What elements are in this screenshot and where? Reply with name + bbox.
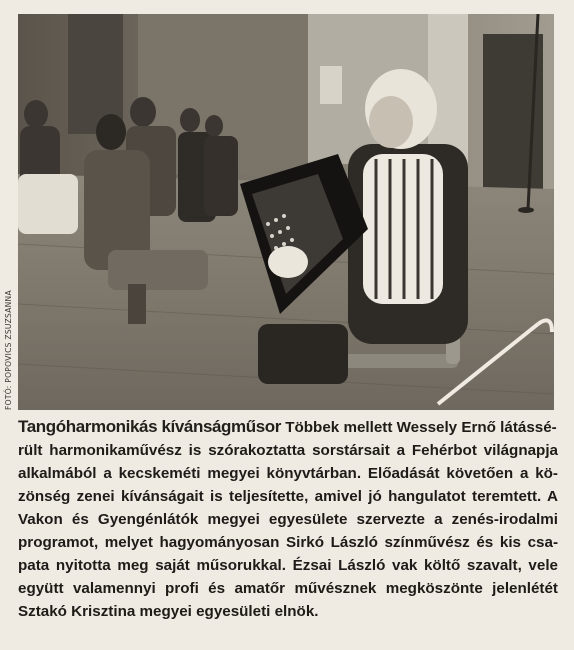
article-line-2: rült harmonikaművész is szórakoztatta sorstársait a Fehérbot világnapja [18,442,558,459]
article-line-4: zönség zenei kívánságait is teljesítette, amivel jó hangulatot teremtett. A [18,488,558,505]
headline: Tangóharmonikás kívánságműsor [18,417,281,436]
photo-accordion-player [18,14,554,410]
article-line-3: alkalmából a kecskeméti megyei könyvtárban. Előadását követően a kö- [18,465,558,482]
article-line-5: Vakon és Gyengénlátók megyei egyesülete szervezte a zenés-irodalmi [18,511,558,528]
article-line-1 [18,415,558,439]
article-line-6: programot, melyet hagyományosan Sirkó László színművész és kis csa- [18,534,558,551]
photo-credit-text: FOTÓ: POPOVICS ZSUZSANNA [4,290,13,410]
article-text [18,415,558,623]
article-line-1-text: Többek mellett Wessely Ernő látássé- [281,419,557,436]
article-line-8: együtt valamennyi profi és amatőr művésznek megköszönte jelenlétét [18,580,558,597]
article-line-7: pata nyitotta meg saját műsorukkal. Ézsai László vak költő szavalt, vele [18,557,558,574]
photo-image [18,14,554,410]
article-line-9: Sztakó Krisztina megyei egyesületi elnök. [18,603,319,620]
photo-credit [3,286,17,410]
